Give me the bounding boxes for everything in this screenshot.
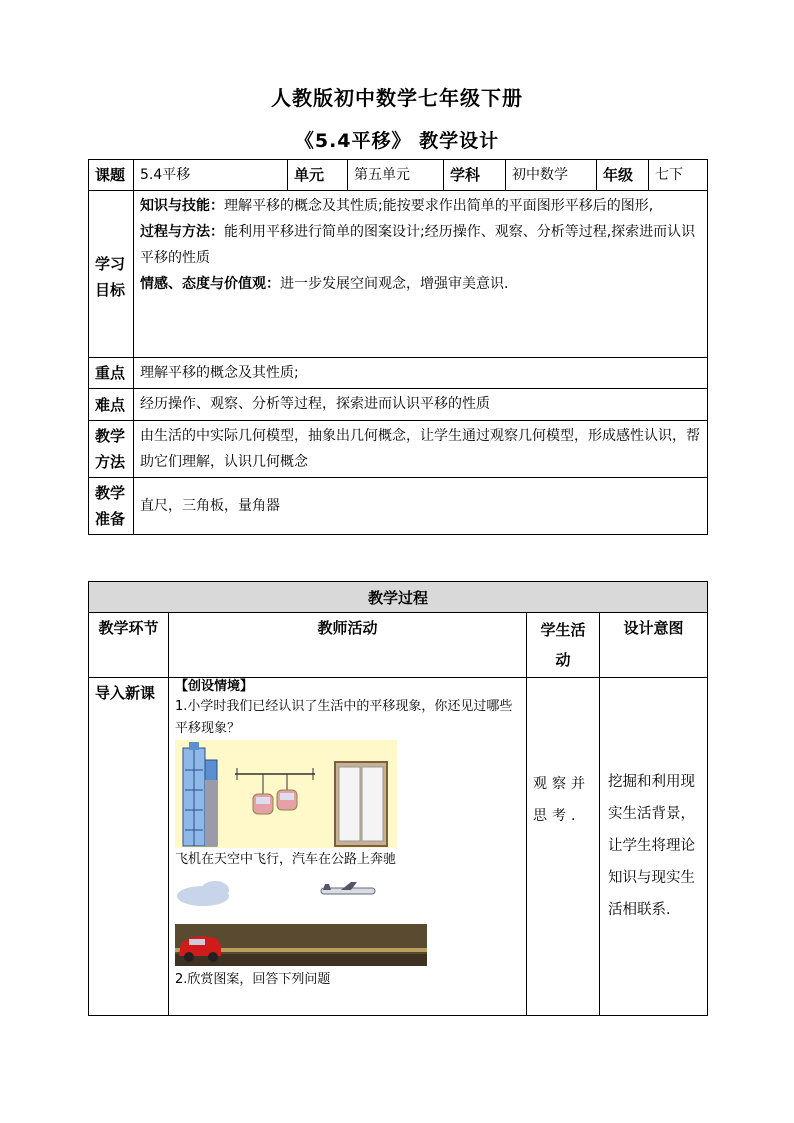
goal-process [140, 219, 701, 271]
grade-value: 七下 [649, 160, 708, 191]
goal-knowledge [140, 193, 701, 219]
col-teacher-header: 教师活动 [169, 613, 527, 678]
subject-label: 学科 [444, 160, 506, 191]
process-heading: 教学过程 [89, 582, 708, 613]
cloud-icon [177, 881, 229, 906]
goals-label-line2: 目标 [95, 281, 126, 299]
difficulty-text: 经历操作、观察、分析等过程，探索进而认识平移的性质 [134, 389, 708, 421]
lesson-info-table [88, 159, 708, 535]
goal-emotion-title: 情感、态度与价值观： [140, 276, 280, 292]
col-student-header-line1: 学生活 [540, 621, 586, 639]
topic-value: 5.4平移 [134, 160, 288, 191]
prep-label-line2: 准备 [95, 510, 126, 528]
prep-label [89, 478, 134, 535]
method-text: 由生活的中实际几何模型，抽象出几何概念，让学生通过观察几何模型，形成感性认识，帮助它们理解，认识几何概念 [134, 421, 708, 478]
sliding-window-icon [335, 762, 387, 846]
translation-scenes-image [175, 740, 397, 848]
airplane-image [175, 872, 395, 912]
unit-label: 单元 [288, 160, 348, 191]
airplane-icon [321, 882, 375, 894]
intent-cell: 挖掘和利用现实生活背景，让学生将理论知识与现实生活相联系. [600, 678, 708, 1016]
goal-emotion-text: 进一步发展空间观念，增强审美意识. [280, 276, 509, 292]
teacher-activity-cell [169, 678, 527, 1016]
col-student-header-line2: 动 [555, 651, 571, 669]
subject-value: 初中数学 [506, 160, 597, 191]
topic-label: 课题 [89, 160, 134, 191]
method-label [89, 421, 134, 478]
goals-label-line1: 学习 [95, 255, 126, 273]
image-caption: 飞机在天空中飞行，汽车在公路上奔驰 [175, 852, 397, 867]
unit-value: 第五单元 [348, 160, 444, 191]
car-image [175, 924, 427, 966]
goal-process-title: 过程与方法： [140, 224, 224, 240]
prep-label-line1: 教学 [95, 484, 126, 502]
stage-cell: 导入新课 [89, 678, 169, 1016]
question-1: 1.小学时我们已经认识了生活中的平移现象，你还见过哪些平移现象？ [175, 699, 513, 736]
goals-label [89, 191, 134, 358]
question-2: 2.欣赏图案，回答下列问题 [175, 972, 331, 987]
col-student-header [527, 613, 600, 678]
student-activity-cell: 观察并思考. [527, 678, 600, 1016]
prep-text: 直尺，三角板，量角器 [134, 478, 708, 535]
goal-process-text: 能利用平移进行简单的图案设计;经历操作、观察、分析等过程,探索进而认识平移的性质 [140, 224, 696, 266]
key-point-text: 理解平移的概念及其性质; [134, 358, 708, 389]
grade-label: 年级 [597, 160, 649, 191]
method-label-line2: 方法 [95, 453, 126, 471]
goals-content [134, 191, 708, 358]
goal-knowledge-title: 知识与技能： [140, 198, 224, 214]
goal-knowledge-text: 理解平移的概念及其性质;能按要求作出简单的平面图形平移后的图形, [224, 198, 654, 214]
method-label-line1: 教学 [95, 427, 126, 445]
col-intent-header: 设计意图 [600, 613, 708, 678]
key-point-label: 重点 [89, 358, 134, 389]
document-subtitle: 《5.4平移》 教学设计 [294, 130, 500, 152]
goal-emotion [140, 271, 701, 297]
document-title: 人教版初中数学七年级下册 [271, 86, 523, 110]
difficulty-label: 难点 [89, 389, 134, 421]
scenario-title: 【创设情境】 [175, 679, 254, 694]
teaching-process-table [88, 581, 708, 1016]
col-stage-header: 教学环节 [89, 613, 169, 678]
